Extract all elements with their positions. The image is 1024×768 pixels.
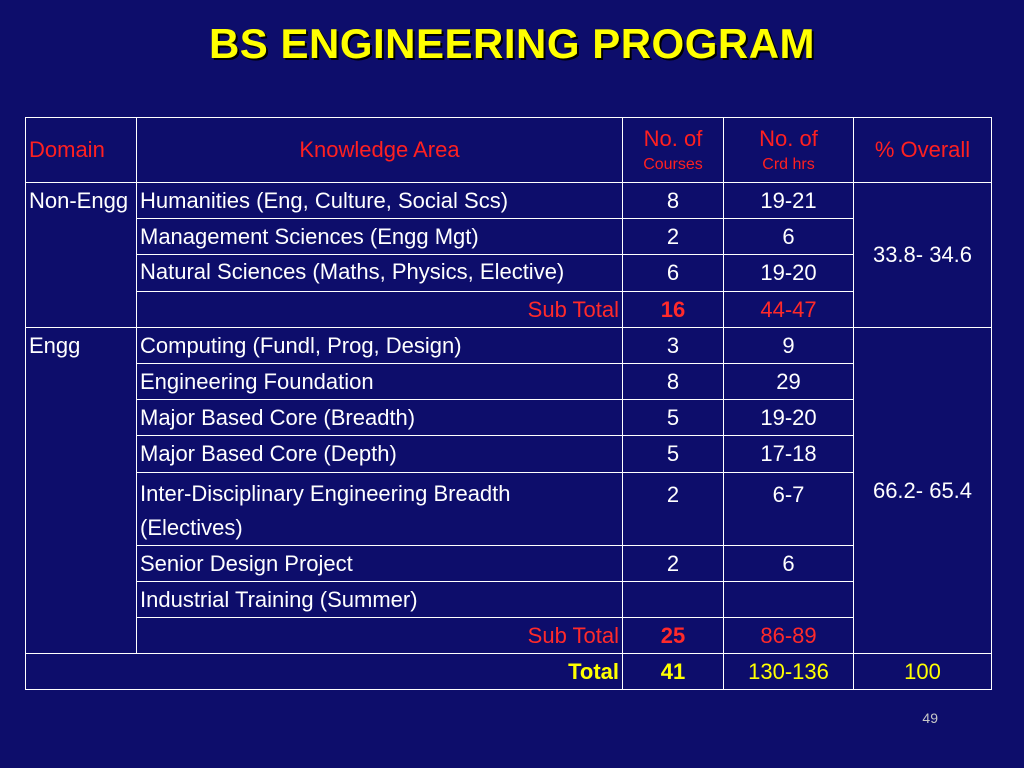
overall-non-engg: 33.8- 34.6 <box>854 183 992 328</box>
area-cell: Industrial Training (Summer) <box>137 581 623 617</box>
table-row <box>26 400 992 436</box>
crd-cell <box>724 581 854 617</box>
header-courses-bottom: Courses <box>643 156 703 174</box>
header-crd-top: No. of <box>759 126 818 152</box>
courses-cell: 3 <box>623 327 724 363</box>
domain-engg: Engg <box>26 327 137 654</box>
total-label: Total <box>26 654 623 690</box>
table-row <box>26 581 992 617</box>
header-row <box>26 118 992 183</box>
page-title: BS ENGINEERING PROGRAM <box>208 20 816 67</box>
area-cell: Inter-Disciplinary Engineering Breadth (Electives) <box>137 472 623 545</box>
area-cell: Senior Design Project <box>137 545 623 581</box>
crd-cell: 19-20 <box>724 400 854 436</box>
subtotal-label: Sub Total <box>137 618 623 654</box>
subtotal-crd: 86-89 <box>724 618 854 654</box>
header-crd-bottom: Crd hrs <box>762 156 815 174</box>
overall-engg: 66.2- 65.4 <box>854 327 992 654</box>
subtotal-courses: 16 <box>623 291 724 327</box>
total-overall: 100 <box>854 654 992 690</box>
courses-cell: 2 <box>623 472 724 545</box>
crd-cell: 6 <box>724 219 854 255</box>
table-row <box>26 327 992 363</box>
table-row <box>26 363 992 399</box>
program-table <box>25 117 992 690</box>
area-cell: Major Based Core (Breadth) <box>137 400 623 436</box>
courses-cell: 8 <box>623 363 724 399</box>
domain-non-engg: Non-Engg <box>26 183 137 328</box>
crd-cell: 17-18 <box>724 436 854 472</box>
courses-cell: 5 <box>623 400 724 436</box>
header-courses-top: No. of <box>643 126 703 152</box>
total-row <box>26 654 992 690</box>
area-cell: Major Based Core (Depth) <box>137 436 623 472</box>
page-number: 49 <box>922 710 938 726</box>
total-courses: 41 <box>623 654 724 690</box>
courses-cell: 8 <box>623 183 724 219</box>
header-knowledge-area: Knowledge Area <box>137 118 623 183</box>
subtotal-row <box>26 618 992 654</box>
table-row <box>26 219 992 255</box>
header-courses <box>623 118 724 183</box>
courses-cell: 6 <box>623 255 724 291</box>
area-cell: Engineering Foundation <box>137 363 623 399</box>
crd-cell: 29 <box>724 363 854 399</box>
courses-cell: 5 <box>623 436 724 472</box>
area-cell: Management Sciences (Engg Mgt) <box>137 219 623 255</box>
subtotal-row <box>26 291 992 327</box>
courses-cell: 2 <box>623 545 724 581</box>
area-cell: Humanities (Eng, Culture, Social Scs) <box>137 183 623 219</box>
crd-cell: 6-7 <box>724 472 854 545</box>
total-crd: 130-136 <box>724 654 854 690</box>
table-row <box>26 436 992 472</box>
courses-cell: 2 <box>623 219 724 255</box>
table-row <box>26 545 992 581</box>
courses-cell <box>623 581 724 617</box>
header-crd-hrs <box>724 118 854 183</box>
header-domain: Domain <box>26 118 137 183</box>
table-row <box>26 183 992 219</box>
crd-cell: 9 <box>724 327 854 363</box>
header-overall: % Overall <box>854 118 992 183</box>
crd-cell: 19-21 <box>724 183 854 219</box>
area-cell: Computing (Fundl, Prog, Design) <box>137 327 623 363</box>
subtotal-courses: 25 <box>623 618 724 654</box>
table-row <box>26 255 992 291</box>
subtotal-label: Sub Total <box>137 291 623 327</box>
area-cell: Natural Sciences (Maths, Physics, Elective) <box>137 255 623 291</box>
subtotal-crd: 44-47 <box>724 291 854 327</box>
crd-cell: 19-20 <box>724 255 854 291</box>
crd-cell: 6 <box>724 545 854 581</box>
table-row <box>26 472 992 545</box>
